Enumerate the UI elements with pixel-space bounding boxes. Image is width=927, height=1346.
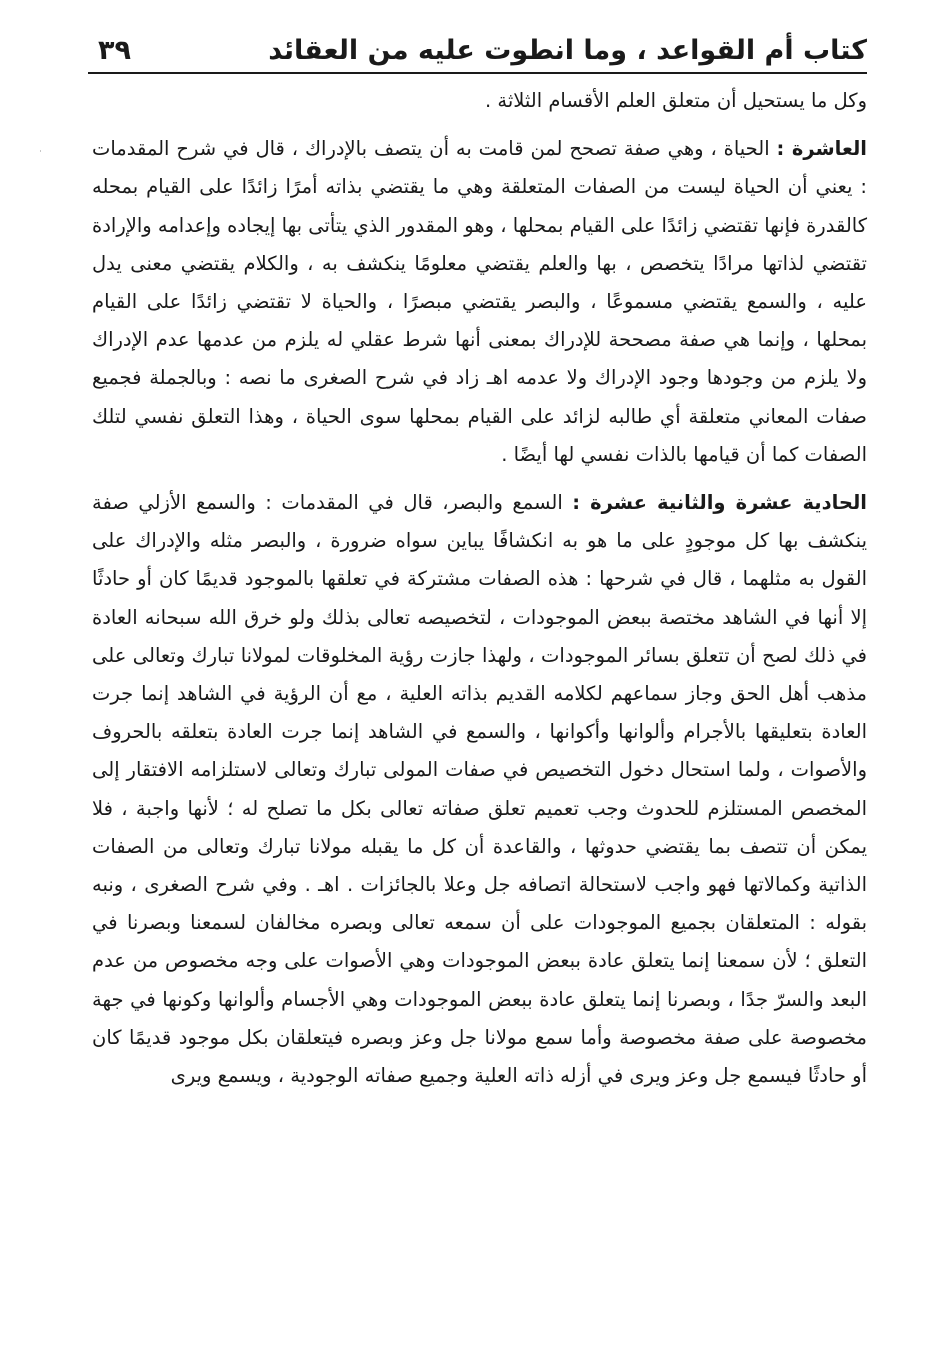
paragraph-text: السمع والبصر، قال في المقدمات : والسمع الأزلي صفة ينكشف بها كل موجودٍ على ما هو به انكشافًا يباين سواه ضرورة ، والبصر مثله والإدراك على القول به مثلهما ، قال في شرحها : هذه الصفات مشتركة في تعلقها بالموجود قديمًا كان أو حادثًا إلا أنها في الشاهد مختصة ببعض الموجودات ، لتخصيصه تعالى بذلك ولو خرق الله سبحانه العادة في ذلك لصح أن تتعلق بسائر الموجودات ، ولهذا جازت رؤية المخلوقات لمولانا تبارك وتعالى على مذهب أهل الحق وجاز سماعهم لكلامه القديم بذاته العلية ، مع أن الرؤية في الشاهد إنما جرت العادة بتعليقها بالأجرام وألوانها وأكوانها ، والسمع في الشاهد إنما جرت العادة بتعلقه بالحروف والأصوات ، ولما استحال دخول التخصيص في صفات المولى تبارك وتعالى لاستلزامه الافتقار إلى المخصص المستلزم للحدوث وجب تعميم تعلق صفاته تعالى بكل ما تصلح له ؛ لأنها واجبة ، فلا يمكن أن تتصف بما يقتضي حدوثها ، والقاعدة أن كل ما يقبله مولانا تبارك وتعالى من الصفات الذاتية وكمالاتها فهو واجب لاستحالة اتصافه جل وعلا بالجائزات . اهـ . وفي شرح الصغرى ، ونبه بقوله : المتعلقان بجميع الموجودات على أن سمعه تعالى وبصره مخالفان لسمعنا وبصرنا في التعلق ؛ لأن سمعنا إنما يتعلق عادة ببعض الموجودات وهي الأصوات على وجه مخصوص من عدم البعد والسرّ جدًا ، وبصرنا إنما يتعلق عادة ببعض الموجودات وهي الأجسام وألوانها وكونها في جهة مخصوصة على صفة مخصوصة وأما سمع مولانا جل وعز وبصره فيتعلقان بكل موجود قديمًا كان أو حادثًا فيسمع جل وعز ويرى في أزله ذاته العلية وجميع صفاته الوجودية ، ويسمع ويرى: [92, 491, 867, 1088]
paragraph-heading: العاشرة :: [776, 137, 867, 161]
paragraph-life-attribute: [92, 130, 867, 474]
page-header: [88, 28, 867, 74]
paragraph-text: وكل ما يستحيل أن متعلق العلم الأقسام الثلاثة .: [484, 89, 867, 112]
paragraph-text: الحياة ، وهي صفة تصحح لمن قامت به أن يتصف بالإدراك ، قال في شرح المقدمات : يعني أن الحياة ليست من الصفات المتعلقة وهي ما يقتضي بذاته أمرًا زائدًا على القيام بمحله كالقدرة فإنها تقتضي زائدًا على القيام بمحلها ، وهو المقدور الذي يتأتى بها إيجاده وإعدامه والإرادة تقتضي لذاتها مرادًا يتخصص ، بها والعلم يقتضي معلومًا ينكشف به ، والكلام يقتضي معنى يدل عليه ، والسمع يقتضي مسموعًا ، والبصر يقتضي مبصرًا ، والحياة لا تقتضي زائدًا على القيام بمحلها ، وإنما هي صفة مصححة للإدراك بمعنى أنها شرط عقلي له يلزم من عدمها عدم الإدراك ولا يلزم من وجودها وجود الإدراك ولا عدمه اهـ زاد في شرح الصغرى ما نصه : وبالجملة فجميع صفات المعاني متعلقة أي طالبه لزائد على القيام بمحلها سوى الحياة ، وهذا التعلق نفسي لتلك الصفات كما أن قيامها بالذات نفسي لها أيضًا .: [92, 137, 867, 466]
page-body: [92, 82, 867, 1095]
page-number: ٣٩: [98, 35, 131, 66]
running-title: كتاب أم القواعد ، وما انطوت عليه من العقائد: [268, 35, 867, 66]
scan-edge-mark: [40, 150, 41, 152]
paragraph-heading: الحادية عشرة والثانية عشرة :: [572, 491, 867, 515]
paragraph-hearing-sight-attributes: [92, 484, 867, 1095]
paragraph-continuation: [92, 82, 867, 120]
